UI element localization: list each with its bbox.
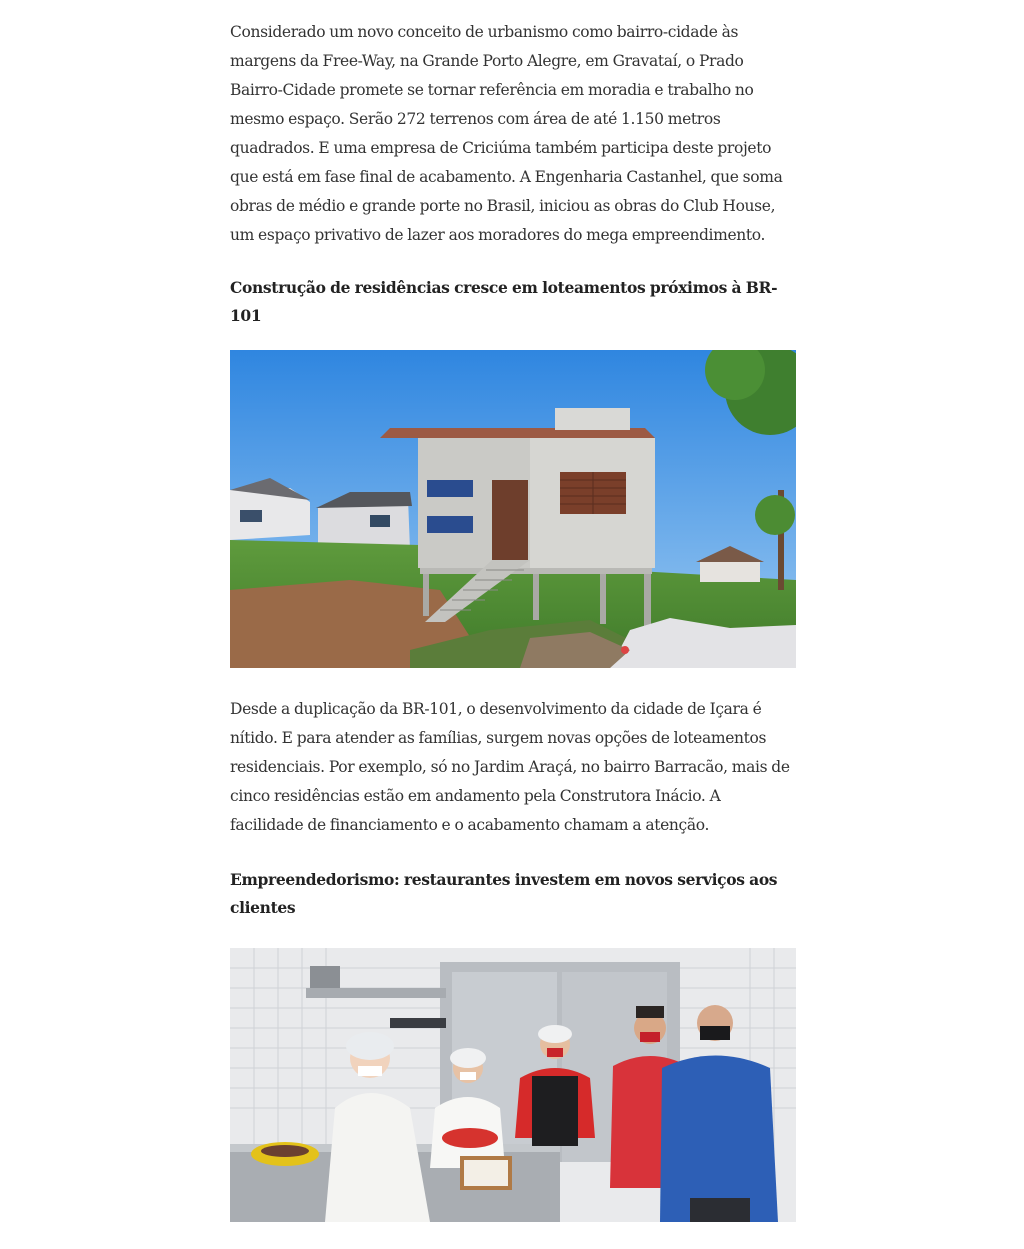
section-heading: Empreendedorismo: restaurantes investem em novos serviços aos clientes [230,870,778,917]
article-body [230,18,796,1222]
restaurant-kitchen-photo [230,948,796,1222]
house-construction-photo [230,350,796,668]
article-paragraph: Considerado um novo conceito de urbanismo como bairro-cidade às margens da Free-Way, na Grande Porto Alegre, em Gravataí, o Prado Bairro-Cidade promete se tornar referência em moradia e trabalho no mesmo espaço. Serão 272 terrenos com área de até 1.150 metros quadrados. E uma empresa de Criciúma também participa deste projeto que está em fase final de acabamento. A Engenharia Castanhel, que soma obras de médio e grande porte no Brasil, iniciou as obras do Club House, um espaço privativo de lazer aos moradores do mega empreendimento. [230,23,783,244]
article-paragraph: Desde a duplicação da BR-101, o desenvolvimento da cidade de Içara é nítido. E para atender as famílias, surgem novas opções de loteamentos residenciais. Por exemplo, só no Jardim Araçá, no bairro Barracão, mais de cinco residências estão em andamento pela Construtora Inácio. A facilidade de financiamento e o acabamento chamam a atenção. [230,700,790,834]
section-heading: Construção de residências cresce em loteamentos próximos à BR-101 [230,278,778,325]
